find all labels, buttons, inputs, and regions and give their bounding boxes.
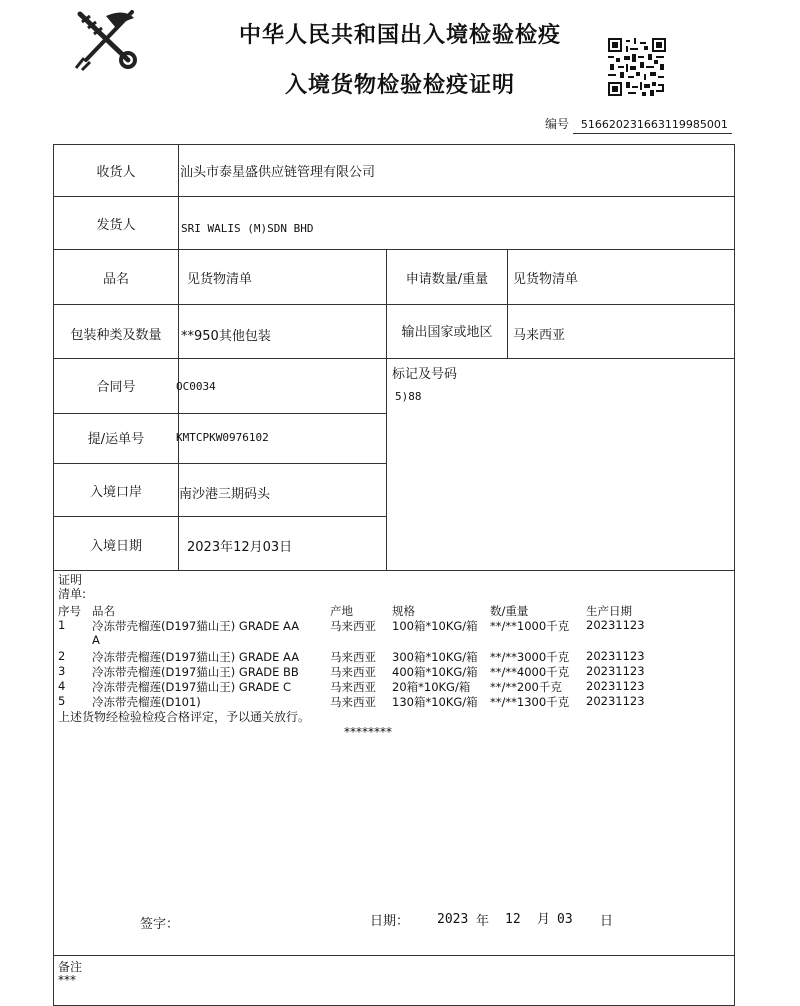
consignor-value: SRI WALIS (M)SDN BHD (181, 222, 314, 235)
goods-cell-no: 4 (58, 679, 66, 694)
goods-cell-date: 20231123 (586, 663, 645, 678)
col-header-date: 生产日期 (586, 604, 632, 618)
marks-value: 5)88 (395, 390, 422, 403)
quantity-value: 见货物清单 (513, 272, 579, 287)
sign-date-label: 日期： (370, 914, 410, 929)
origin-country-label: 输出国家或地区 (401, 325, 493, 340)
goods-name-label: 品名 (102, 272, 129, 287)
goods-cell-date: 20231123 (586, 618, 645, 632)
goods-list-header (58, 603, 730, 618)
col-header-no: 序号 (58, 604, 81, 618)
document-title-line1: 中华人民共和国出入境检验检疫 (238, 23, 561, 48)
inspection-statement: 上述货物经检验检疫合格评定，予以通关放行。 (58, 709, 311, 724)
goods-list-row (58, 649, 730, 664)
goods-cell-origin: 马来西亚 (330, 695, 376, 710)
row-divider (53, 463, 386, 464)
goods-cell-qty: **/**4000千克 (490, 664, 570, 679)
goods-cell-spec: 300箱*10KG/箱 (392, 649, 478, 664)
goods-list-title: 清单: (58, 587, 87, 601)
qr-code (608, 38, 666, 96)
remarks-label: 备注 (58, 960, 83, 974)
goods-list-row (58, 679, 730, 694)
goods-cell-qty: **/**1000千克 (490, 619, 570, 633)
goods-cell-no: 2 (58, 648, 66, 663)
certificate-heading (58, 573, 86, 601)
goods-list (58, 603, 730, 740)
goods-cell-no: 1 (58, 618, 66, 632)
marks-label: 标记及号码 (392, 367, 458, 382)
goods-list-row (58, 694, 730, 709)
goods-list-row (58, 664, 730, 679)
row-divider (53, 249, 734, 250)
col-header-name: 品名 (92, 604, 115, 618)
goods-cell-name: 冷冻带壳榴莲(D197猫山王) GRADE AA (92, 649, 300, 664)
day-char: 日 (600, 914, 614, 929)
bill-of-lading-label: 提/运单号 (87, 432, 145, 447)
goods-cell-no: 3 (58, 663, 66, 678)
row-divider (53, 570, 734, 571)
col-header-origin: 产地 (330, 604, 353, 618)
column-divider (507, 249, 508, 358)
serial-number: 516620231663119985001 (573, 118, 732, 134)
packing-value: **950其他包装 (181, 329, 271, 344)
contract-number-label: 合同号 (96, 380, 136, 395)
row-divider (53, 196, 734, 197)
serial-label: 编号 (545, 117, 570, 131)
row-divider (53, 413, 386, 414)
col-header-qty: 数/重量 (490, 604, 529, 618)
goods-list-row (58, 618, 730, 633)
entry-port-label: 入境口岸 (89, 485, 142, 500)
consignor-label: 发货人 (96, 218, 136, 233)
goods-cell-name: 冷冻带壳榴莲(D101) (92, 695, 201, 710)
entry-port-value: 南沙港三期码头 (179, 487, 271, 502)
origin-country-value: 马来西亚 (513, 328, 566, 343)
goods-cell-spec: 130箱*10KG/箱 (392, 695, 478, 710)
goods-cell-spec: 400箱*10KG/箱 (392, 664, 478, 679)
goods-name-value: 见货物清单 (187, 272, 253, 287)
goods-cell-date: 20231123 (586, 679, 645, 694)
goods-cell-name: 冷冻带壳榴莲(D197猫山王) GRADE AA (92, 619, 300, 633)
goods-cell-qty: **/**3000千克 (490, 649, 570, 664)
sign-date-month: 12 (505, 912, 521, 927)
stars-separator: ******** (344, 724, 392, 739)
goods-list-row-continuation (58, 633, 730, 648)
column-divider (178, 144, 179, 570)
document-title-line2: 入境货物检验检疫证明 (284, 73, 515, 98)
packing-label: 包装种类及数量 (70, 328, 162, 343)
entry-date-label: 入境日期 (89, 539, 142, 554)
row-divider (53, 358, 734, 359)
remarks-value: *** (58, 973, 76, 987)
serial-number-block (545, 115, 732, 132)
goods-cell-origin: 马来西亚 (330, 619, 376, 633)
goods-cell-origin: 马来西亚 (330, 680, 376, 695)
goods-cell-name-continuation: A (92, 633, 100, 648)
goods-cell-name: 冷冻带壳榴莲(D197猫山王) GRADE C (92, 680, 292, 695)
sign-date-year: 2023 (437, 912, 469, 927)
contract-number-value: OC0034 (176, 380, 216, 393)
col-header-spec: 规格 (392, 604, 415, 618)
goods-cell-origin: 马来西亚 (330, 664, 376, 679)
consignee-label: 收货人 (96, 165, 136, 180)
goods-cell-spec: 20箱*10KG/箱 (392, 680, 471, 695)
quantity-label: 申请数量/重量 (405, 272, 489, 287)
goods-cell-qty: **/**1300千克 (490, 695, 570, 710)
row-divider (53, 304, 734, 305)
signature-label: 签字： (140, 917, 180, 932)
remarks-block (58, 961, 82, 987)
goods-rows (58, 618, 730, 710)
goods-cell-date: 20231123 (586, 648, 645, 663)
row-divider (53, 955, 734, 956)
consignee-value: 汕头市泰星盛供应链管理有限公司 (180, 165, 376, 180)
certificate-title: 证明 (58, 573, 83, 587)
entry-date-value: 2023年12月03日 (187, 540, 293, 555)
month-char: 月 (537, 912, 551, 927)
year-char: 年 (476, 914, 490, 929)
goods-cell-spec: 100箱*10KG/箱 (392, 619, 478, 633)
row-divider (53, 516, 386, 517)
goods-cell-origin: 马来西亚 (330, 649, 376, 664)
goods-cell-no: 5 (58, 694, 66, 709)
column-divider (386, 249, 387, 570)
bill-of-lading-value: KMTCPKW0976102 (176, 431, 269, 444)
goods-cell-date: 20231123 (586, 694, 645, 709)
sign-date-day: 03 (557, 912, 573, 927)
goods-cell-qty: **/**200千克 (490, 680, 562, 695)
goods-cell-name: 冷冻带壳榴莲(D197猫山王) GRADE BB (92, 664, 299, 679)
